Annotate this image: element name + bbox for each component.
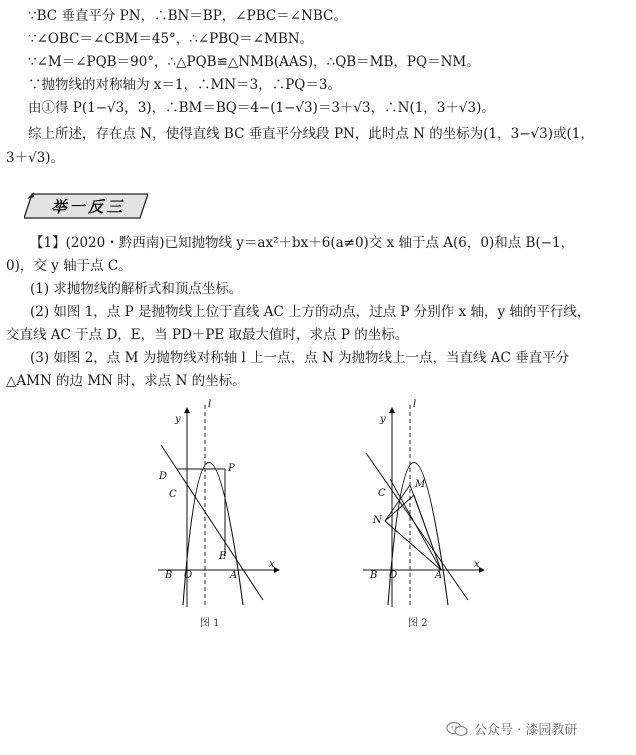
label-x: x: [269, 559, 275, 570]
label-m: M: [415, 479, 426, 490]
line-ac: [161, 445, 263, 600]
watermark: [446, 719, 577, 738]
solution-line-3: ∵∠M＝∠PQB＝90°，∴△PQB≌△NMB(AAS)，∴QB＝MB，PQ＝NM。: [28, 54, 480, 70]
label-c: C: [378, 488, 386, 499]
label-b: B: [370, 570, 378, 581]
label-y: y: [175, 414, 181, 425]
question-3-line-1: (3) 如图 2，点 M 为抛物线对称轴 l 上一点，点 N 为抛物线上一点，当直线 AC 垂直平分: [30, 350, 570, 366]
label-a: A: [230, 570, 238, 581]
question-3-line-2: △AMN 的边 MN 时，求点 N 的坐标。: [6, 373, 246, 389]
section-banner: [24, 191, 148, 221]
label-c: C: [169, 489, 177, 500]
figure-1-diagram: [155, 395, 285, 610]
label-p: P: [228, 463, 235, 474]
label-l: l: [413, 399, 417, 410]
parabola: [183, 463, 243, 606]
solution-line-2: ∵∠OBC＝∠CBM＝45°，∴∠PBQ＝∠MBN。: [28, 31, 314, 47]
segment-ca: [390, 479, 441, 570]
label-o: O: [389, 570, 398, 581]
problem-statement-line-1: 【1】(2020・黔西南)已知抛物线 y＝ax²＋bx＋6(a≠0)交 x 轴于点 A(6，0)和点 B(−1，: [30, 235, 575, 251]
label-n: N: [373, 515, 382, 526]
figure-2-diagram: [360, 395, 490, 610]
wechat-icon: [446, 721, 468, 737]
question-2-line-1: (2) 如图 1，点 P 是抛物线上位于直线 AC 上方的动点，过点 P 分别作 x 轴，y 轴的平行线，: [30, 304, 591, 320]
question-1: (1) 求抛物线的解析式和顶点坐标。: [30, 281, 243, 297]
label-y: y: [380, 414, 386, 425]
solution-line-1: ∵BC 垂直平分 PN，∴BN＝BP，∠PBC＝∠NBC。: [28, 8, 347, 24]
solution-conclusion-line-2: 3＋√3)。: [6, 150, 65, 166]
label-e: E: [219, 551, 227, 562]
label-o: O: [184, 570, 193, 581]
label-l: l: [208, 399, 212, 410]
label-d: D: [159, 471, 168, 482]
problem-statement-line-2: 0)，交 y 轴于点 C。: [6, 258, 132, 274]
banner-title: 举一反三: [50, 198, 125, 216]
watermark-text: 公众号 · 漆园教研: [474, 723, 578, 738]
label-b: B: [165, 570, 173, 581]
figure-1-caption: 图 1: [200, 618, 220, 629]
label-a: A: [435, 570, 443, 581]
solution-line-5: 由①得 P(1−√3，3)，∴BM＝BQ＝4−(1−√3)＝3＋√3，∴N(1，3＋√3)。: [28, 100, 495, 116]
label-x: x: [474, 559, 480, 570]
solution-conclusion-line-1: 综上所述，存在点 N，使得直线 BC 垂直平分线段 PN，此时点 N 的坐标为(1，3−√3)或(1，: [28, 126, 594, 142]
figure-2: [360, 395, 490, 610]
figure-1: [155, 395, 285, 610]
figure-2-caption: 图 2: [408, 618, 428, 629]
question-2-line-2: 交直线 AC 于点 D，E，当 PD＋PE 取最大值时，求点 P 的坐标。: [6, 327, 409, 343]
solution-line-4: ∵抛物线的对称轴为 x＝1，∴MN＝3，∴PQ＝3。: [28, 77, 341, 93]
